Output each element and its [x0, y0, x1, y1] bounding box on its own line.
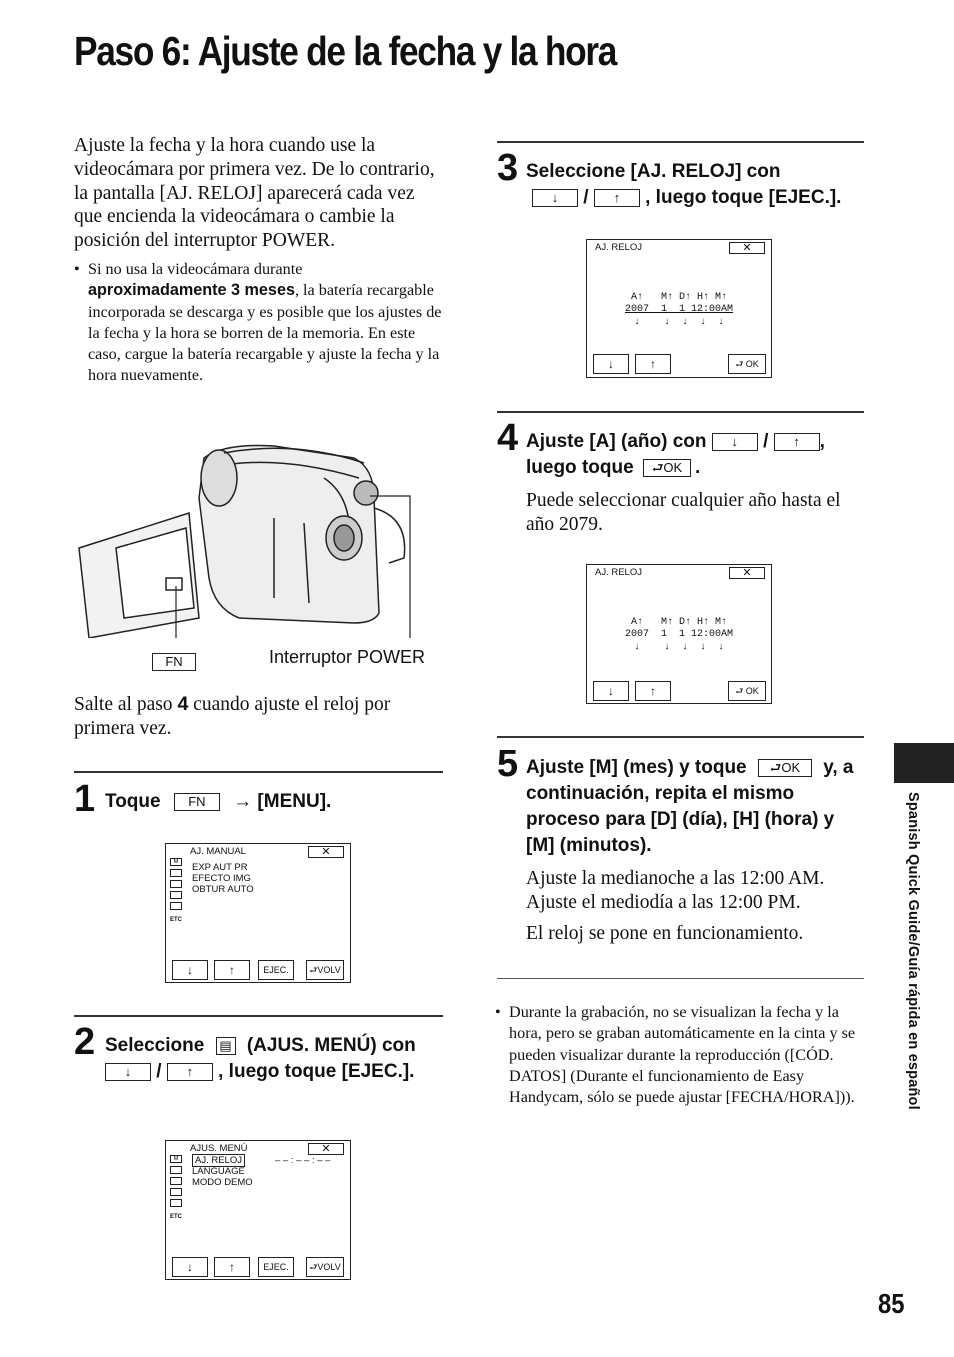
page-title: Paso 6: Ajuste de la fecha y la hora: [74, 28, 617, 74]
battery-note-emphasis: aproximadamente 3 meses: [88, 281, 295, 300]
ok-label: OK: [745, 359, 759, 369]
date-down-arrows: ↓ ↓ ↓ ↓ ↓: [633, 317, 724, 328]
step2-text-a: Seleccione: [105, 1035, 205, 1056]
step4-rule: [497, 411, 864, 413]
date-values[interactable]: 2007 1 1 12:00AM: [624, 629, 734, 640]
step5-note: Ajuste la medianoche a las 12:00 AM. Ajuste el mediodía a las 12:00 PM.: [526, 868, 825, 913]
menu-category-icons: [170, 1155, 188, 1221]
screen-clock-set-month: [586, 564, 772, 704]
camera-icon[interactable]: [170, 1166, 182, 1174]
etc-label[interactable]: ETC: [170, 917, 182, 923]
step2-instruction: [105, 1033, 425, 1085]
skip-note-step: 4: [177, 693, 189, 715]
step3-text-a: Seleccione [AJ. RELOJ] con: [526, 161, 781, 182]
volv-button[interactable]: [306, 1257, 344, 1277]
page-number: 85: [878, 1288, 905, 1319]
step5-note-2: El reloj se pone en funcionamiento.: [526, 923, 804, 944]
edit-icon[interactable]: [170, 891, 182, 899]
return-icon: ⮐: [309, 965, 318, 975]
volv-label: VOLV: [317, 965, 341, 975]
ok-button[interactable]: [728, 681, 766, 701]
step5-instruction: [526, 755, 866, 859]
settings-icon[interactable]: [170, 902, 182, 910]
ejec-button[interactable]: EJEC.: [258, 960, 294, 980]
step5-rule: [497, 736, 864, 738]
section-tab: [894, 743, 954, 783]
volv-label: VOLV: [317, 1262, 341, 1272]
step2-slash: /: [156, 1061, 162, 1082]
date-headers: A↑ M↑ D↑ H↑ M↑: [630, 617, 727, 628]
up-button[interactable]: ↑: [594, 189, 640, 207]
settings-icon[interactable]: [170, 1199, 182, 1207]
date-values: [587, 304, 771, 315]
step1-instruction: [105, 789, 445, 815]
step4-text-e: luego toque: [526, 457, 634, 478]
up-button[interactable]: ↑: [214, 1257, 250, 1277]
step1-text-a: Toque: [105, 791, 161, 812]
up-button[interactable]: ↑: [214, 960, 250, 980]
menu-category-icons: [170, 858, 188, 924]
step4-text-a: Ajuste [A] (año) con: [526, 431, 707, 452]
left-column: [74, 134, 444, 387]
edit-icon[interactable]: [170, 1188, 182, 1196]
return-icon: ⮐: [309, 1262, 318, 1272]
down-button[interactable]: ↓: [105, 1063, 151, 1081]
date-value-text[interactable]: 2007 1 1 12:00AM: [624, 304, 734, 315]
step5-text-a: Ajuste [M] (mes) y toque: [526, 757, 747, 778]
recording-note: • Durante la grabación, no se visualizan la fecha y la hora, pero se graban automáticamente en la cinta y se pueden visualizar durante la reproducción ([CÓD. DATOS] (Durante el funcionamiento de Easy Handycam, sólo se puede ajustar [FECHA/HORA])).: [495, 1002, 865, 1108]
down-button[interactable]: ↓: [593, 681, 629, 701]
screen-clock-set-year: [586, 239, 772, 378]
camera-icon[interactable]: [170, 869, 182, 877]
step4-number: 4: [497, 417, 519, 459]
ejec-button[interactable]: EJEC.: [258, 1257, 294, 1277]
menu-item-selected[interactable]: [192, 1155, 330, 1166]
screen3-title: AJ. RELOJ: [595, 242, 642, 253]
ok-button[interactable]: [728, 354, 766, 374]
ok-label: OK: [663, 459, 683, 475]
ok-label: OK: [781, 759, 801, 775]
close-icon[interactable]: ✕: [729, 567, 765, 579]
step2-text-d: , luego toque [EJEC.].: [218, 1061, 415, 1082]
up-button[interactable]: ↑: [635, 354, 671, 374]
screen1-menu: [192, 862, 254, 895]
step5-number: 5: [497, 743, 519, 785]
battery-note-text-end: , la batería recargable incorporada se descarga y es posible que los ajustes de la fecha y la hora se borren de la memoria. En este caso, cargue la batería recargable y ajuste la fecha y la hora nuevamente.: [88, 281, 442, 385]
return-icon: ⮐: [735, 686, 746, 696]
settings-menu-icon[interactable]: ▤: [216, 1037, 236, 1055]
ok-button[interactable]: ⮐OK: [643, 459, 691, 477]
up-button[interactable]: ↑: [774, 433, 820, 451]
clock-placeholder: – – : – – : – –: [275, 1155, 331, 1166]
step2-text-b: (AJUS. MENÚ) con: [246, 1035, 416, 1056]
up-button[interactable]: ↑: [635, 681, 671, 701]
manual-icon[interactable]: M: [170, 858, 182, 866]
battery-note: [74, 259, 444, 387]
manual-icon[interactable]: M: [170, 1155, 182, 1163]
screen-manual-menu: [165, 843, 351, 983]
section-label-text: Spanish Quick Guide/Guía rápida en español: [905, 792, 921, 1110]
section-label: [905, 792, 929, 1182]
down-button[interactable]: ↓: [593, 354, 629, 374]
step2-number: 2: [74, 1021, 96, 1063]
menu-item-label: AJ. RELOJ: [192, 1154, 245, 1167]
date-headers: A↑ M↑ D↑ H↑ M↑: [630, 292, 727, 303]
fn-button[interactable]: FN: [174, 793, 220, 811]
step3-instruction: [526, 159, 866, 211]
menu-item[interactable]: EFECTO IMG: [192, 873, 251, 884]
screen2-title: AJUS. MENÚ: [190, 1143, 248, 1154]
step3-text-d: , luego toque [EJEC.].: [645, 187, 842, 208]
menu-item[interactable]: LANGUAGE: [192, 1166, 245, 1177]
menu-item[interactable]: EXP AUT PR: [192, 862, 248, 873]
step1-text-b: → [MENU].: [233, 791, 332, 812]
step5-text-b: y,: [823, 757, 838, 778]
step4-instruction: [526, 429, 866, 481]
skip-note-post: cuando ajuste el reloj por primera vez.: [74, 694, 391, 739]
step1-rule: [74, 771, 443, 773]
step4-slash: /: [763, 431, 769, 452]
close-icon[interactable]: ✕: [308, 846, 344, 858]
down-button[interactable]: ↓: [172, 960, 208, 980]
intro-paragraph: Ajuste la fecha y la hora cuando use la videocámara por primera vez. De lo contrario, la pantalla [AJ. RELOJ] aparecerá cada vez que encienda la videocámara o cambie la posición del interruptor POWER.: [74, 135, 435, 252]
screen4-title: AJ. RELOJ: [595, 567, 642, 578]
ok-label: OK: [745, 686, 759, 696]
etc-label[interactable]: ETC: [170, 1214, 182, 1220]
step3-number: 3: [497, 147, 519, 189]
skip-note: [74, 692, 444, 741]
screen2-menu: [192, 1155, 330, 1188]
bottom-rule: [497, 978, 864, 979]
tape-icon[interactable]: [170, 1177, 182, 1185]
tape-icon[interactable]: [170, 880, 182, 888]
step3-slash: /: [583, 187, 589, 208]
camcorder-illustration: [74, 438, 444, 638]
step5-text-c: a continuación, repita el mismo proceso para [D] (día), [H] (hora) y [M] (minutos).: [526, 757, 854, 856]
down-button[interactable]: ↓: [532, 189, 578, 207]
close-icon[interactable]: ✕: [729, 242, 765, 254]
step1-number: 1: [74, 778, 96, 820]
power-switch-caption: Interruptor POWER: [269, 647, 426, 667]
up-button[interactable]: ↑: [167, 1063, 213, 1081]
battery-note-text: Si no usa la videocámara durante: [88, 259, 303, 278]
date-down-arrows: ↓ ↓ ↓ ↓ ↓: [633, 642, 724, 653]
return-icon: ⮐: [735, 359, 746, 369]
fn-button-label: FN: [152, 653, 196, 671]
volv-button[interactable]: [306, 960, 344, 980]
screen-settings-menu: [165, 1140, 351, 1280]
step4-note: Puede seleccionar cualquier año hasta el año 2079.: [526, 490, 841, 535]
step4-comma: ,: [819, 431, 825, 452]
skip-note-pre: Salte al paso: [74, 694, 178, 715]
menu-item[interactable]: OBTUR AUTO: [192, 884, 254, 895]
down-button[interactable]: ↓: [172, 1257, 208, 1277]
step4-period: .: [694, 457, 701, 478]
close-icon[interactable]: ✕: [308, 1143, 344, 1155]
menu-item[interactable]: MODO DEMO: [192, 1177, 253, 1188]
step3-rule: [497, 141, 864, 143]
screen1-title: AJ. MANUAL: [190, 846, 246, 857]
step2-rule: [74, 1015, 443, 1017]
ok-button[interactable]: ⮐OK: [758, 759, 812, 777]
down-button[interactable]: ↓: [712, 433, 758, 451]
